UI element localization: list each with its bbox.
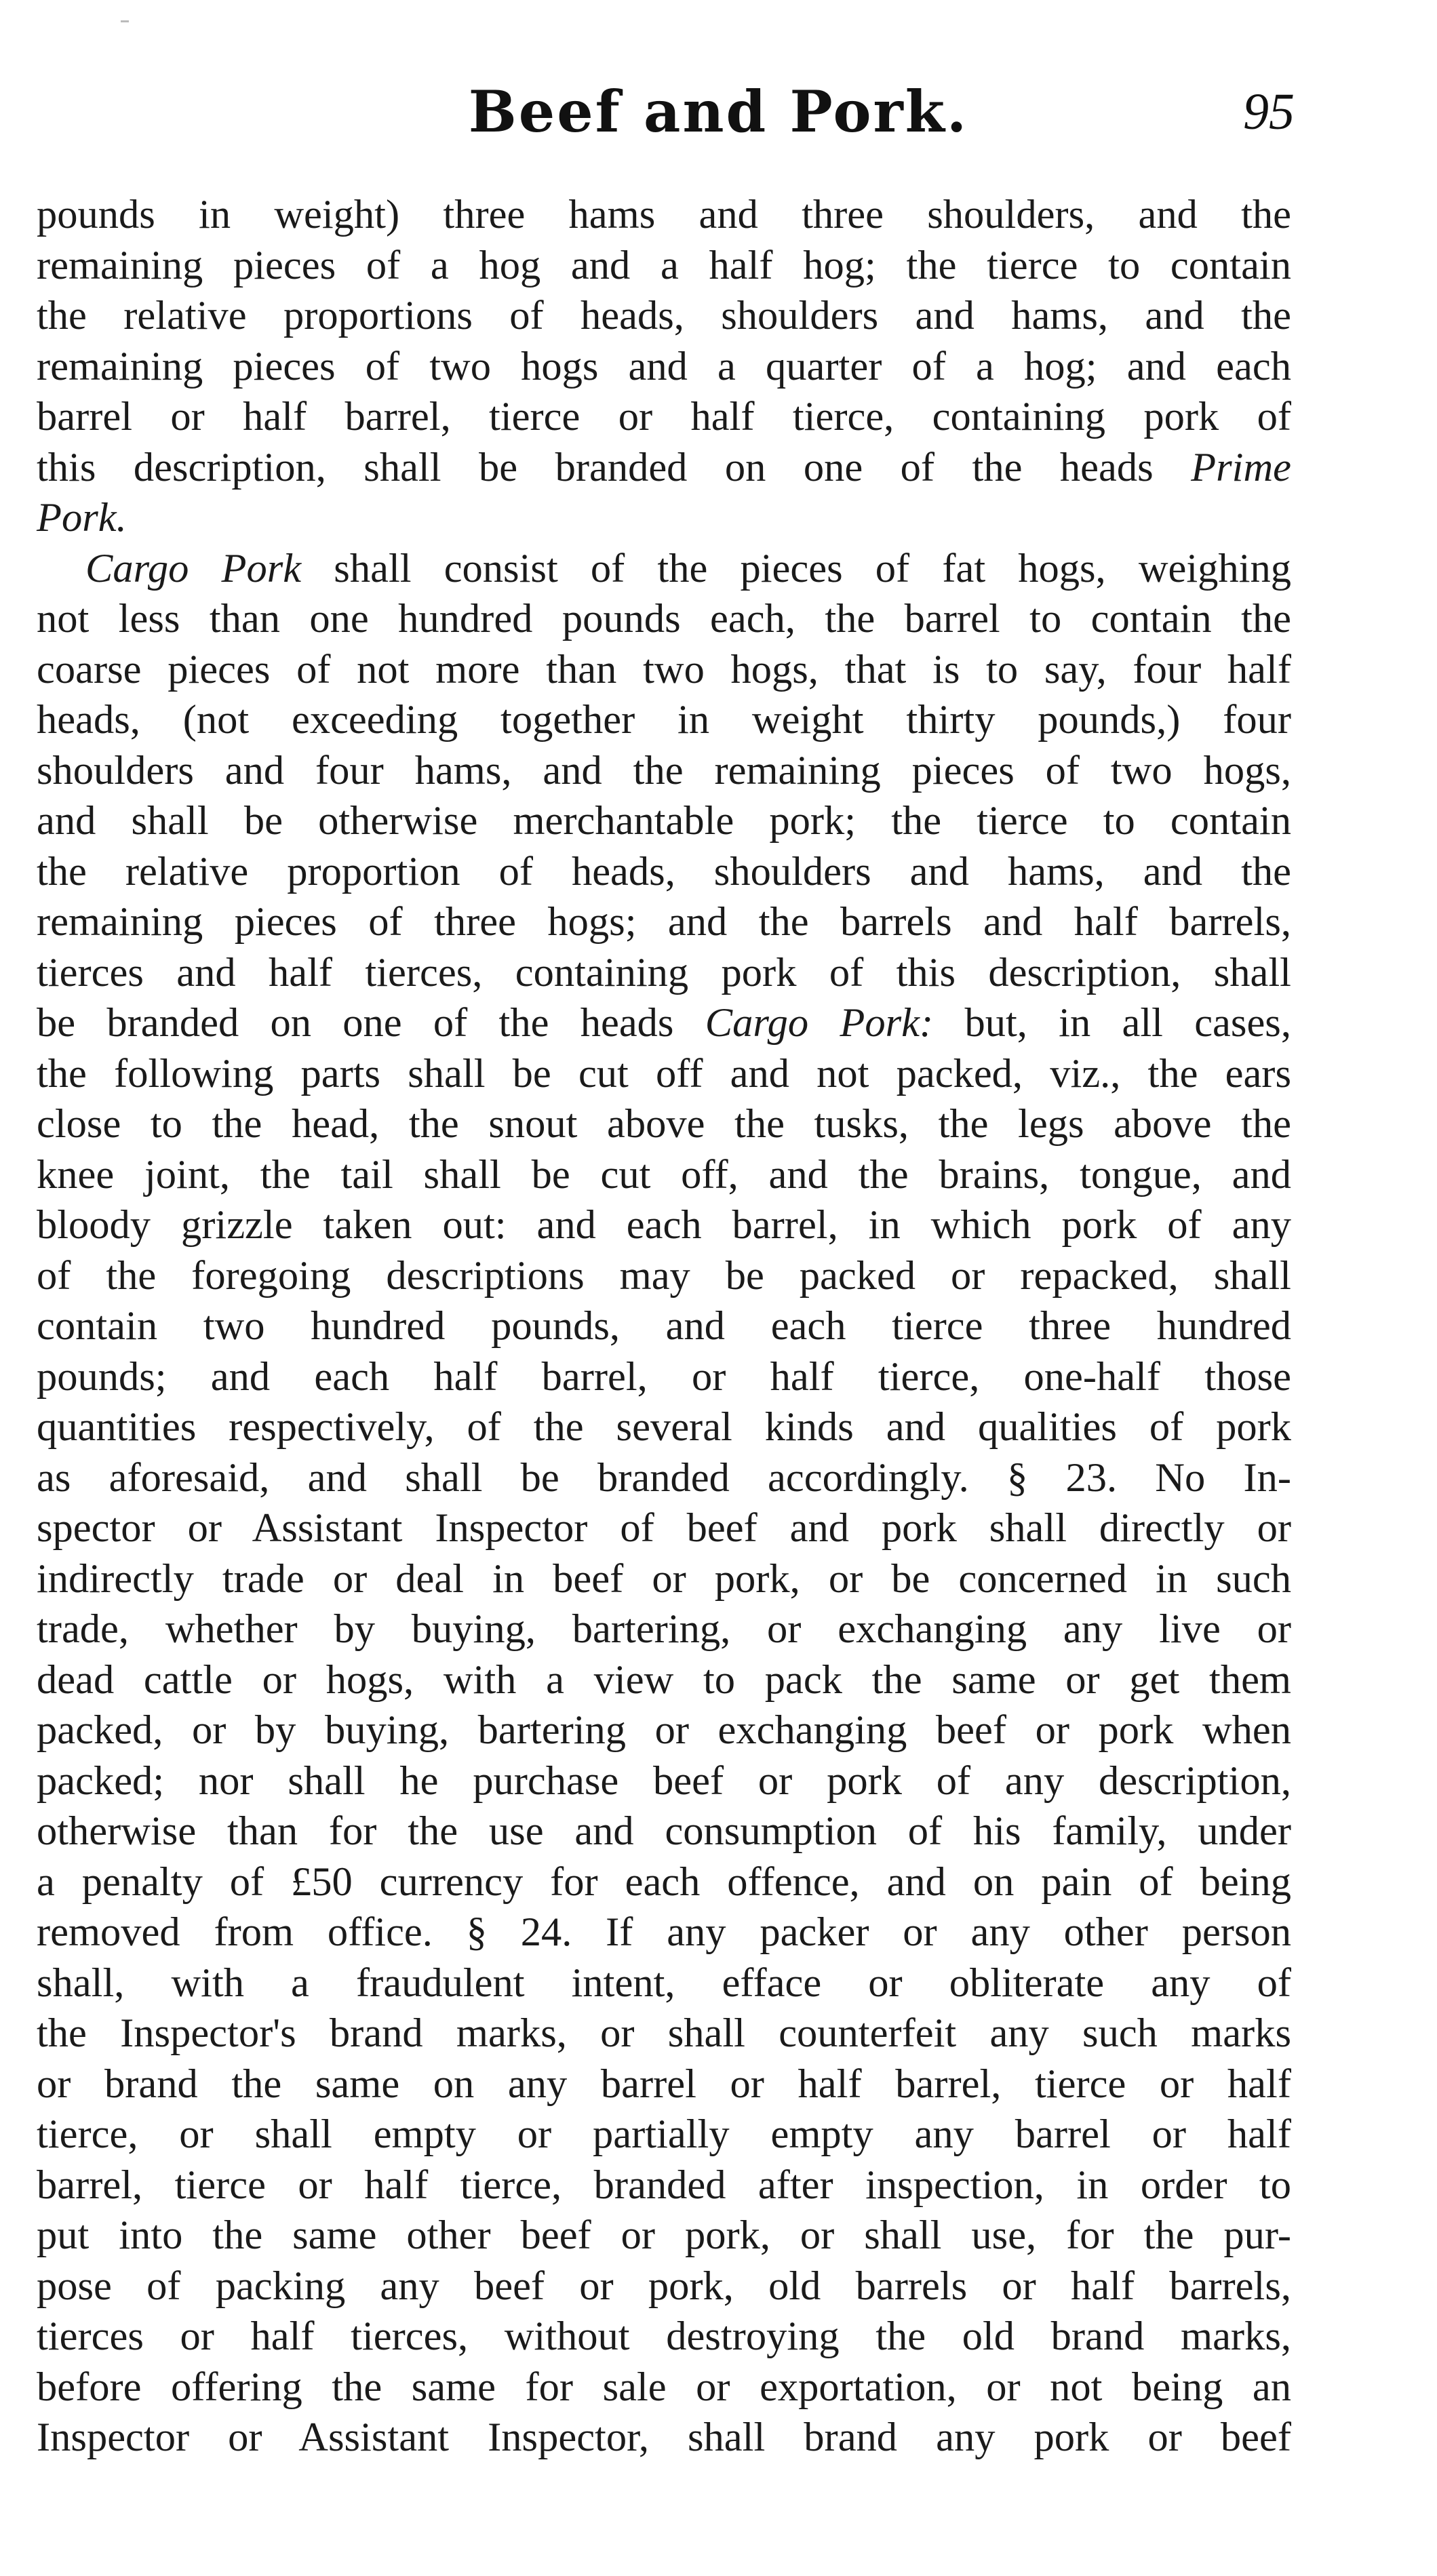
- text-line: [37, 1604, 1291, 1655]
- text-run: as aforesaid, and shall be branded accordingly. § 23. No In-: [37, 1454, 1291, 1501]
- text-run: Inspector or Assistant Inspector, shall brand any pork or beef: [37, 2415, 1291, 2460]
- text-run: close to the head, the snout above the tusks, the legs above the: [37, 1101, 1291, 1147]
- text-run: and shall be otherwise merchantable pork; the tierce to contain: [37, 798, 1291, 844]
- text-line: [37, 241, 1291, 292]
- text-run: packed, or by buying, bartering or exchanging beef or pork when: [37, 1707, 1291, 1753]
- text-run: tierces and half tierces, containing pork of this description, shall: [37, 949, 1291, 995]
- text-run: the Inspector's brand marks, or shall counterfeit any such marks: [37, 2010, 1291, 2056]
- text-line: [37, 1705, 1291, 1756]
- text-line: [37, 2109, 1291, 2160]
- text-line: [37, 1756, 1291, 1807]
- text-line: [37, 2008, 1291, 2059]
- text-run: barrel, tierce or half tierce, branded after inspection, in order to: [37, 2162, 1291, 2208]
- text-line: [37, 1453, 1291, 1504]
- text-line: [37, 1200, 1291, 1251]
- text-run: remaining pieces of three hogs; and the barrels and half barrels,: [37, 899, 1291, 945]
- text-run: pose of packing any beef or pork, old barrels or half barrels,: [37, 2263, 1291, 2309]
- text-run: a penalty of £50 currency for each offence, and on pain of being: [37, 1859, 1291, 1905]
- text-line: [37, 897, 1291, 948]
- text-line: [37, 2160, 1291, 2211]
- text-run: removed from office. § 24. If any packer or any other person: [37, 1909, 1291, 1955]
- text-run: tierces or half tierces, without destroying the old brand marks,: [37, 2314, 1291, 2359]
- text-run: but, in all cases,: [933, 1000, 1291, 1046]
- text-line: [37, 1958, 1291, 2009]
- text-line: [37, 2059, 1291, 2110]
- text-line: [37, 1806, 1291, 1857]
- text-run: shall, with a fraudulent intent, efface or obliterate any of: [37, 1960, 1291, 2006]
- text-line: [37, 1503, 1291, 1554]
- text-run: put into the same other beef or pork, or shall use, for the pur-: [37, 2213, 1291, 2258]
- text-run: remaining pieces of a hog and a half hog; the tierce to contain: [37, 242, 1291, 288]
- text-run: spector or Assistant Inspector of beef and pork shall directly or: [37, 1505, 1291, 1551]
- text-run: shoulders and four hams, and the remaining pieces of two hogs,: [37, 747, 1291, 793]
- text-line: [37, 1099, 1291, 1150]
- text-line: [37, 544, 1291, 595]
- text-line: [37, 1655, 1291, 1706]
- text-line: [37, 1402, 1291, 1453]
- text-line: [37, 1907, 1291, 1958]
- text-line: [37, 594, 1291, 645]
- text-line: [37, 796, 1291, 847]
- text-line: [37, 1049, 1291, 1100]
- text-run: coarse pieces of not more than two hogs, that is to say, four half: [37, 646, 1291, 692]
- text-run: indirectly trade or deal in beef or pork, or be concerned in such: [37, 1555, 1291, 1602]
- text-line: [37, 493, 1291, 544]
- text-run: remaining pieces of two hogs and a quarter of a hog; and each: [37, 343, 1291, 389]
- text-line: [37, 1857, 1291, 1908]
- italic-text: Cargo Pork:: [705, 1000, 934, 1046]
- running-title: Beef and Pork.: [468, 78, 969, 145]
- italic-text: Pork.: [37, 495, 127, 540]
- text-run: barrel or half barrel, tierce or half tierce, containing pork of: [37, 394, 1291, 439]
- text-line: [37, 746, 1291, 797]
- text-run: before offering the same for sale or exportation, or not being an: [37, 2364, 1291, 2410]
- text-line: [37, 2413, 1291, 2463]
- text-run: or brand the same on any barrel or half barrel, tierce or half: [37, 2061, 1291, 2107]
- text-run: pounds; and each half barrel, or half tierce, one-half those: [37, 1353, 1291, 1400]
- text-line: [37, 1554, 1291, 1605]
- text-run: quantities respectively, of the several kinds and qualities of pork: [37, 1404, 1291, 1450]
- text-run: heads, (not exceeding together in weight thirty pounds,) four: [37, 697, 1291, 742]
- text-line: [37, 948, 1291, 999]
- text-line: [37, 291, 1291, 342]
- text-line: [37, 847, 1291, 898]
- text-line: [37, 1352, 1291, 1403]
- text-run: the following parts shall be cut off and not packed, viz., the ears: [37, 1050, 1291, 1096]
- paper-speck: [121, 20, 129, 22]
- text-line: [37, 2211, 1291, 2261]
- text-run: otherwise than for the use and consumption of his family, under: [37, 1808, 1291, 1854]
- text-line: [37, 695, 1291, 746]
- text-run: of the foregoing descriptions may be packed or repacked, shall: [37, 1252, 1291, 1299]
- running-head: [0, 68, 1437, 156]
- text-run: this description, shall be branded on one of the heads: [37, 444, 1192, 490]
- text-run: be branded on one of the heads: [37, 1000, 705, 1046]
- text-run: pounds in weight) three hams and three shoulders, and the: [37, 192, 1291, 237]
- text-line: [37, 392, 1291, 443]
- text-line: [37, 645, 1291, 696]
- text-line: [37, 1150, 1291, 1201]
- text-run: bloody grizzle taken out: and each barrel, in which pork of any: [37, 1202, 1291, 1248]
- text-run: packed; nor shall he purchase beef or pork of any description,: [37, 1758, 1291, 1804]
- text-line: [37, 2362, 1291, 2413]
- text-run: tierce, or shall empty or partially empty any barrel or half: [37, 2112, 1291, 2157]
- body-text: [37, 190, 1291, 2463]
- text-line: [37, 190, 1291, 241]
- text-run: the relative proportions of heads, shoulders and hams, and the: [37, 293, 1291, 338]
- text-run: knee joint, the tail shall be cut off, and the brains, tongue, and: [37, 1151, 1291, 1197]
- text-line: [37, 2261, 1291, 2312]
- text-run: dead cattle or hogs, with a view to pack the same or get them: [37, 1657, 1291, 1703]
- text-run: shall consist of the pieces of fat hogs, weighing: [301, 545, 1291, 591]
- text-line: [37, 1251, 1291, 1302]
- page-number: 95: [1243, 83, 1295, 140]
- text-run: contain two hundred pounds, and each tierce three hundred: [37, 1303, 1291, 1349]
- italic-text: Cargo Pork: [85, 545, 302, 591]
- text-line: [37, 2312, 1291, 2362]
- text-line: [37, 998, 1291, 1049]
- text-line: [37, 342, 1291, 393]
- italic-text: Prime: [1191, 444, 1291, 490]
- text-run: not less than one hundred pounds each, the barrel to contain the: [37, 596, 1291, 641]
- text-line: [37, 1301, 1291, 1352]
- text-run: the relative proportion of heads, shoulders and hams, and the: [37, 848, 1291, 894]
- text-line: [37, 443, 1291, 494]
- text-run: trade, whether by buying, bartering, or exchanging any live or: [37, 1606, 1291, 1652]
